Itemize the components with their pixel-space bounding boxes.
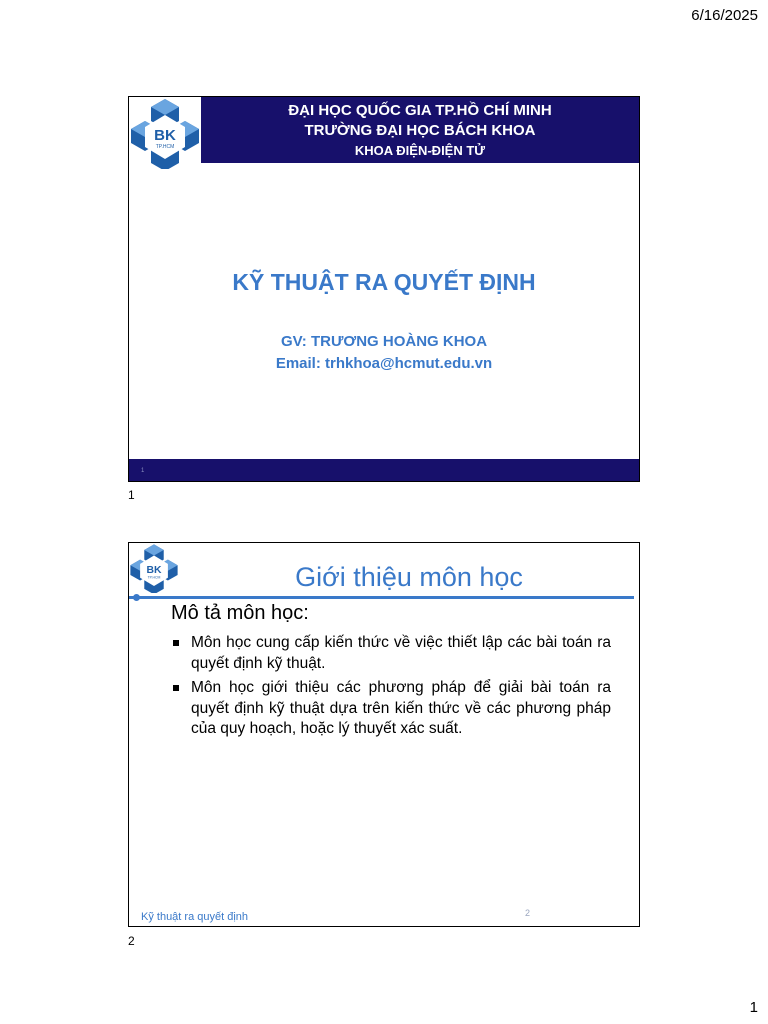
lecturer-email: Email: trhkhoa@hcmut.edu.vn xyxy=(275,355,493,372)
slide-label-1: 1 xyxy=(128,488,135,502)
slide-subtitle: Mô tả môn học: xyxy=(171,602,309,624)
list-item xyxy=(171,678,611,740)
logo-text: BK xyxy=(154,127,176,144)
institution-header xyxy=(201,101,639,161)
page-number: 1 xyxy=(749,999,758,1016)
slide-footer-text: Kỹ thuật ra quyết định xyxy=(141,911,249,923)
slide-footer-number: 1 xyxy=(141,468,145,474)
slide-thumbnail-2 xyxy=(128,542,640,927)
bullet-text: Môn học giới thiệu các phương pháp để giải bài toán ra quyết định kỹ thuật dựa trên kiến thức về các phương pháp của quy hoạch, hoặc lý thuyết xác suất. xyxy=(191,679,611,737)
title-underline xyxy=(129,596,634,599)
lecturer-name: GV: TRƯƠNG HOÀNG KHOA xyxy=(280,333,488,350)
logo-text: BK xyxy=(146,564,162,576)
slide-title: Giới thiệu môn học xyxy=(295,562,523,592)
slide-footer-bar xyxy=(129,459,639,481)
bk-logo-icon xyxy=(129,543,179,593)
bullet-list xyxy=(171,633,611,744)
logo-subtext: TP.HCM xyxy=(147,575,161,580)
course-title: KỸ THUẬT RA QUYẾT ĐỊNH xyxy=(232,269,536,295)
underline-dot xyxy=(133,594,140,601)
bullet-icon xyxy=(173,640,179,646)
school-name: TRƯỜNG ĐẠI HỌC BÁCH KHOA xyxy=(304,122,536,139)
slide-footer-number: 2 xyxy=(525,908,531,918)
bk-logo-icon xyxy=(129,97,201,169)
print-date: 6/16/2025 xyxy=(691,7,758,24)
bullet-text: Môn học cung cấp kiến thức về việc thiết lập các bài toán ra quyết định kỹ thuật. xyxy=(191,634,611,672)
bullet-icon xyxy=(173,685,179,691)
list-item xyxy=(171,633,611,674)
faculty-name: KHOA ĐIỆN-ĐIỆN TỬ xyxy=(354,143,486,158)
slide-thumbnail-1 xyxy=(128,96,640,482)
slide-label-2: 2 xyxy=(128,934,135,948)
university-name: ĐẠI HỌC QUỐC GIA TP.HỒ CHÍ MINH xyxy=(288,102,552,119)
university-logo xyxy=(129,97,201,169)
logo-subtext: TP.HCM xyxy=(155,144,175,150)
